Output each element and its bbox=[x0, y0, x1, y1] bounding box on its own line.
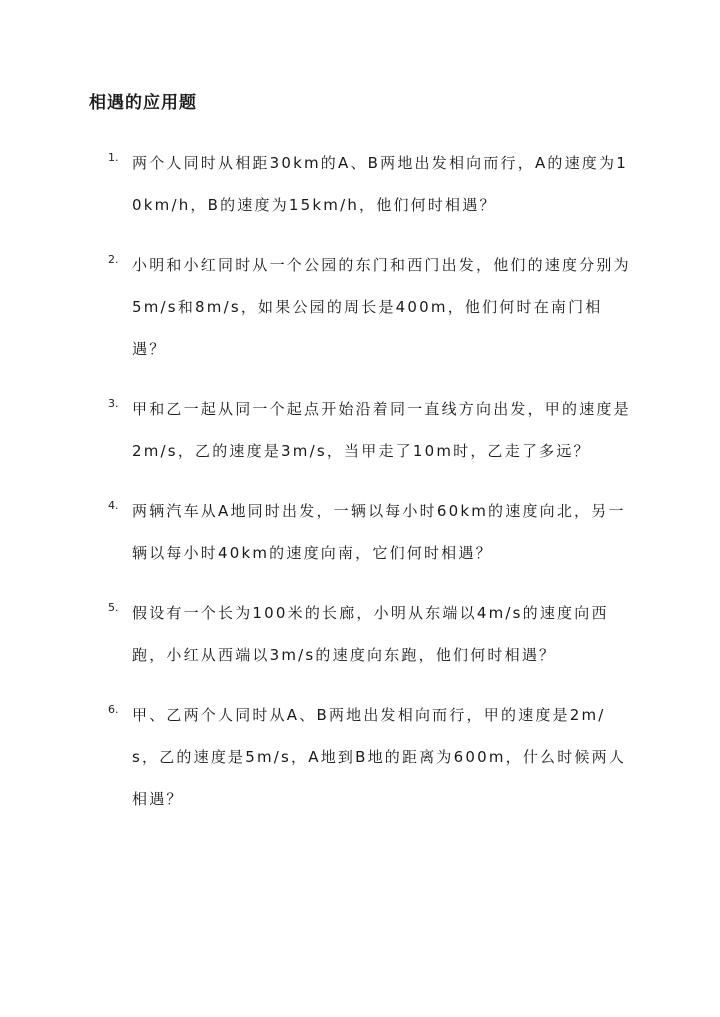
question-number: 2. bbox=[108, 253, 119, 266]
question-item-6 bbox=[0, 694, 720, 820]
question-item-4 bbox=[0, 490, 720, 574]
question-text: 甲、乙两个人同时从A、B两地出发相向而行，甲的速度是2m/s，乙的速度是5m/s，A地到B地的距离为600m，什么时候两人相遇？ bbox=[132, 706, 627, 808]
page-title: 相遇的应用题 bbox=[89, 93, 197, 113]
question-number: 4. bbox=[108, 499, 119, 512]
question-item-2 bbox=[0, 244, 720, 370]
question-number: 1. bbox=[108, 151, 119, 164]
question-item-3 bbox=[0, 388, 720, 472]
question-text: 假设有一个长为100米的长廊，小明从东端以4m/s的速度向西跑，小红从西端以3m/s的速度向东跑，他们何时相遇？ bbox=[132, 604, 609, 664]
question-number: 6. bbox=[108, 703, 119, 716]
question-number: 3. bbox=[108, 397, 119, 410]
question-text: 甲和乙一起从同一个起点开始沿着同一直线方向出发，甲的速度是2m/s，乙的速度是3m/s，当甲走了10m时，乙走了多远？ bbox=[132, 400, 631, 460]
question-list bbox=[0, 142, 720, 838]
question-number: 5. bbox=[108, 601, 119, 614]
question-item-1 bbox=[0, 142, 720, 226]
question-text: 小明和小红同时从一个公园的东门和西门出发，他们的速度分别为5m/s和8m/s，如果公园的周长是400m，他们何时在南门相遇？ bbox=[132, 256, 631, 358]
question-item-5 bbox=[0, 592, 720, 676]
question-text: 两辆汽车从A地同时出发，一辆以每小时60km的速度向北，另一辆以每小时40km的速度向南，它们何时相遇？ bbox=[132, 502, 626, 562]
question-text: 两个人同时从相距30km的A、B两地出发相向而行，A的速度为10km/h，B的速度为15km/h，他们何时相遇？ bbox=[132, 154, 628, 214]
